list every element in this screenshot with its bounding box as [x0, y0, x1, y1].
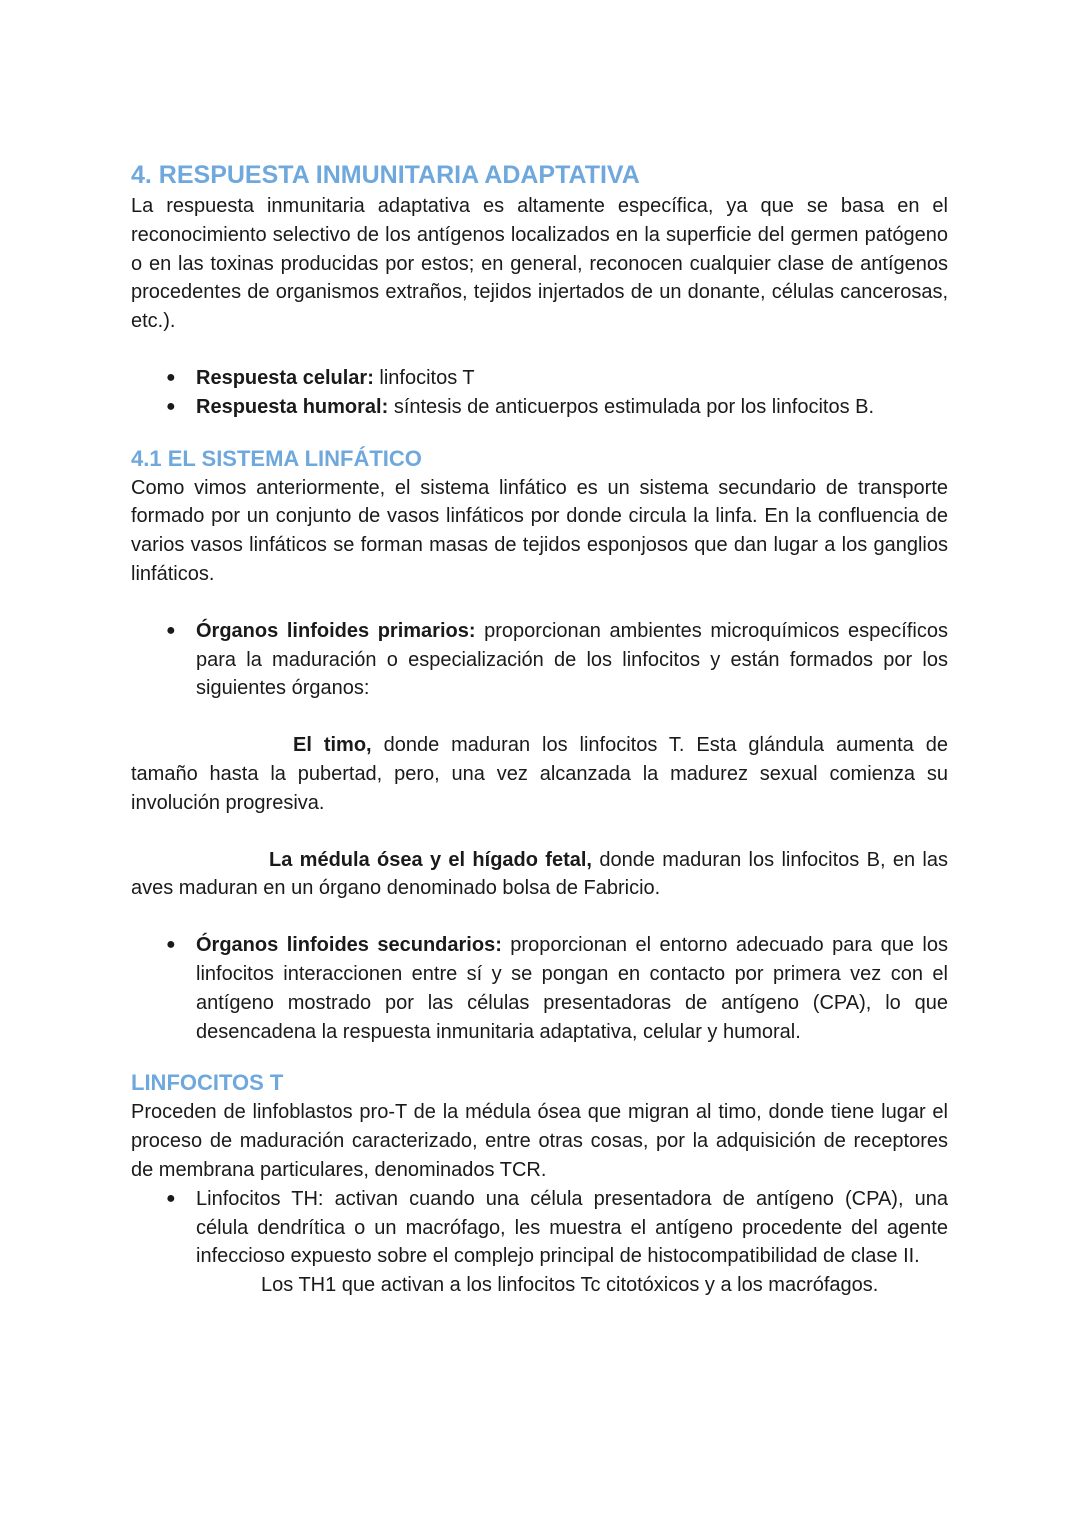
linfocitos-t-heading: LINFOCITOS T: [131, 1070, 284, 1096]
linfocitos-t-intro: Proceden de linfoblastos pro-T de la médula ósea que migran al timo, donde tiene lugar el proceso de maduración caracterizado, entre otras cosas, por la adquisición de receptores de membrana particulares, denominados TCR.: [131, 1101, 948, 1181]
response-types-list: [131, 364, 948, 422]
primary-organs-list: [131, 617, 948, 703]
list-item: [131, 364, 948, 393]
linfocitos-t-list: [131, 1185, 948, 1271]
section-4-1-heading: 4.1 EL SISTEMA LINFÁTICO: [131, 445, 422, 471]
list-item-text: síntesis de anticuerpos estimulada por los linfocitos B.: [388, 395, 875, 418]
section-4-heading: 4. RESPUESTA INMUNITARIA ADAPTATIVA: [131, 161, 640, 189]
medula-text: donde maduran los linfocitos B, en las aves maduran en un órgano denominado bolsa de Fabricio.: [131, 848, 948, 900]
list-item: [131, 1185, 948, 1271]
list-item-text: Linfocitos TH: activan cuando una célula presentadora de antígeno (CPA), una célula dendrítica o un macrófago, les muestra el antígeno procedente del agente infeccioso expuesto sobre el complejo principal de histocompatibilidad de clase II.: [196, 1187, 948, 1268]
list-item: [131, 617, 948, 703]
th1-paragraph: Los TH1 que activan a los linfocitos Tc citotóxicos y a los macrófagos.: [261, 1274, 879, 1297]
bullet-icon: ●: [166, 1189, 176, 1207]
list-item-term: Respuesta humoral:: [196, 395, 389, 418]
list-item-text: proporcionan el entorno adecuado para que los linfocitos interaccionen entre sí y se pongan en contacto por primera vez con el antígeno mostrado por las células presentadoras de antígeno (CPA), lo que desencadena la respuesta inmunitaria adaptativa, celular y humoral.: [196, 934, 948, 1043]
bullet-icon: ●: [166, 368, 176, 386]
list-item-text: linfocitos T: [373, 366, 475, 389]
section-4-intro: La respuesta inmunitaria adaptativa es altamente específica, ya que se basa en el reconocimiento selectivo de los antígenos localizados en la superficie del germen patógeno o en las toxinas producidas por estos; en general, reconocen cualquier clase de antígenos procedentes de organismos extraños, tejidos injertados de un donante, células cancerosas, etc.).: [131, 195, 948, 333]
list-item: [131, 931, 948, 1046]
section-4-1-intro: Como vimos anteriormente, el sistema linfático es un sistema secundario de transporte formado por un conjunto de vasos linfáticos por donde circula la linfa. En la confluencia de varios vasos linfáticos se forman masas de tejidos esponjosos que dan lugar a los ganglios linfáticos.: [131, 476, 948, 585]
timo-paragraph: [131, 731, 948, 817]
medula-paragraph: [131, 846, 948, 904]
secondary-organs-list: [131, 931, 948, 1046]
timo-text: donde maduran los linfocitos T. Esta glándula aumenta de tamaño hasta la pubertad, pero, una vez alcanzada la madurez sexual comienza su involución progresiva.: [131, 734, 948, 814]
bullet-icon: ●: [166, 397, 176, 415]
list-item-term: Órganos linfoides primarios:: [196, 619, 476, 642]
list-item-text: proporcionan ambientes microquímicos específicos para la maduración o especialización de los linfocitos y están formados por los siguientes órganos:: [196, 619, 948, 700]
list-item-term: Respuesta celular:: [196, 366, 374, 389]
bullet-icon: ●: [166, 621, 176, 639]
timo-term: El timo,: [293, 734, 372, 757]
document-page: [131, 158, 948, 1300]
list-item: [131, 393, 948, 422]
bullet-icon: ●: [166, 936, 176, 954]
list-item-term: Órganos linfoides secundarios:: [196, 934, 502, 957]
medula-term: La médula ósea y el hígado fetal,: [269, 848, 592, 871]
